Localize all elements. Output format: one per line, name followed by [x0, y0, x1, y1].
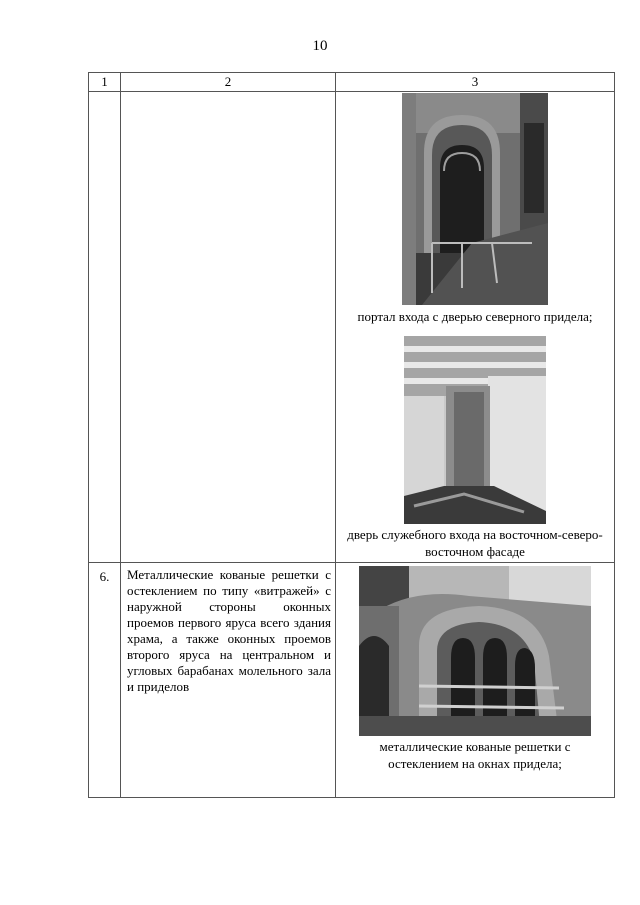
header-cell-1: 1	[89, 73, 121, 92]
window-grilles-photo	[359, 566, 591, 736]
row-number-cell	[89, 92, 121, 563]
row-photos-cell	[336, 563, 615, 798]
photo-caption: дверь служебного входа на восточном-северо-восточном фасаде	[347, 527, 603, 559]
inventory-table	[88, 72, 615, 798]
table-header-row	[89, 73, 615, 92]
table-row	[89, 92, 615, 563]
page-number: 10	[312, 38, 328, 54]
row-photos-cell	[336, 92, 615, 563]
north-portal-photo	[402, 93, 548, 305]
table-row	[89, 563, 615, 798]
service-door-photo	[404, 336, 546, 524]
photo-caption: портал входа с дверью северного придела;	[357, 309, 593, 324]
row-description-cell	[121, 92, 336, 563]
header-cell-3: 3	[336, 73, 615, 92]
photo-caption: металлические кованые решетки с остеклением на окнах придела;	[379, 739, 571, 771]
row-number-cell: 6.	[89, 563, 121, 798]
row-description-cell: Металлические кованые решетки с остеклением по типу «витражей» с наружной стороны оконных проемов первого яруса всего здания храма, а также оконных проемов второго яруса на центральном и угловых барабанах молельного зала и приделов	[121, 563, 336, 798]
header-cell-2: 2	[121, 73, 336, 92]
